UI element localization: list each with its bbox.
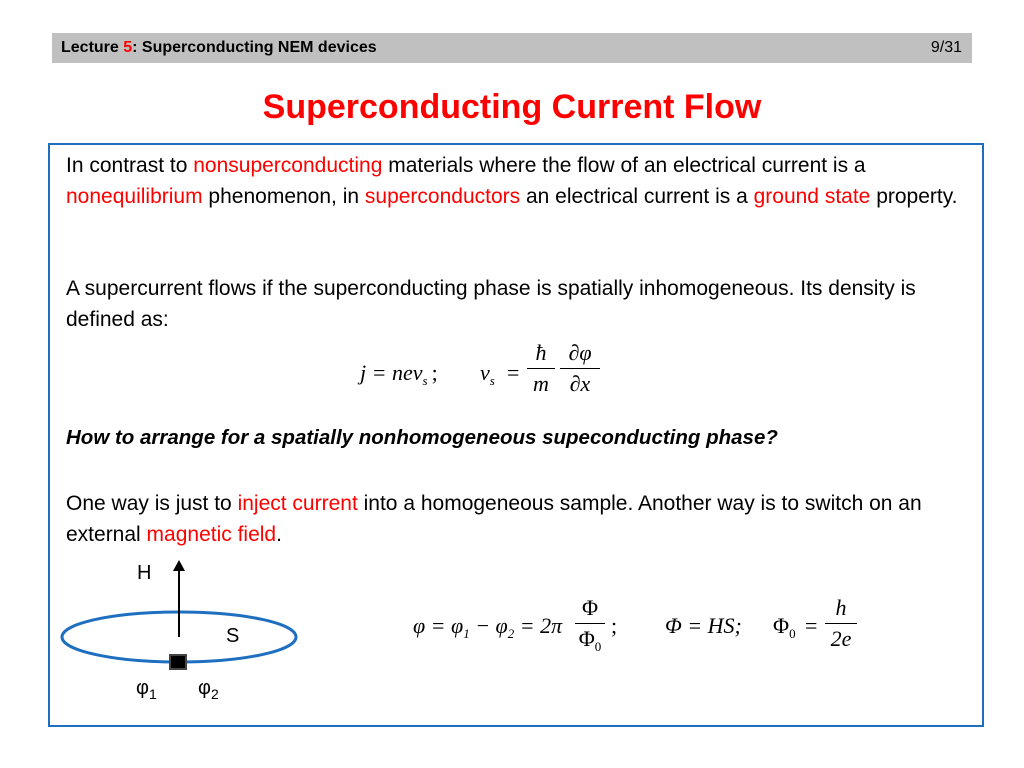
eq2-h-over-2e <box>825 595 857 652</box>
eq2-phi0-symbol: Φ <box>773 613 790 638</box>
ring-diagram <box>60 555 320 675</box>
eq1-separator: ; <box>431 360 438 385</box>
eq2-flux-quantum <box>575 626 605 655</box>
eq2-flux-den-sub: 0 <box>594 639 602 654</box>
eq2-equals: = <box>805 613 818 638</box>
eq2-sub1: 1 <box>463 626 470 641</box>
eq1-dphi: ∂φ <box>568 340 592 365</box>
highlight-magnetic-field: magnetic field <box>146 523 277 546</box>
para1-text-3: phenomenon, in <box>202 185 365 208</box>
eq2-flux: Φ <box>581 595 599 620</box>
fraction-bar <box>560 368 600 369</box>
eq1-lhs-text: j = nev <box>360 360 423 385</box>
eq1-lhs <box>360 360 438 389</box>
eq1-dx: ∂x <box>569 371 591 396</box>
header-bar <box>52 33 972 63</box>
highlight-superconductors: superconductors <box>364 185 521 208</box>
eq1-v-sub: s <box>489 373 495 388</box>
para1-text-5: property. <box>870 185 958 208</box>
phi1-symbol: φ <box>136 677 149 699</box>
eq2-flux-fraction <box>575 595 605 655</box>
fraction-bar <box>575 623 605 624</box>
phi2-symbol: φ <box>198 677 211 699</box>
page-counter: 9/31 <box>930 39 962 56</box>
eq2-sub2: 2 <box>507 626 515 641</box>
highlight-nonsuperconducting: nonsuperconducting <box>193 154 383 177</box>
highlight-inject-current: inject current <box>237 492 358 515</box>
eq2-h: h <box>835 595 847 620</box>
para1-text-1: In contrast to <box>66 154 194 177</box>
eq2-separator: ; <box>611 613 618 638</box>
para1-text-2: materials where the flow of an electrical current is a <box>382 154 866 177</box>
lecture-number: 5 <box>123 39 133 56</box>
paragraph-intro <box>66 150 966 212</box>
lecture-suffix: : Superconducting NEM devices <box>132 39 377 56</box>
eq1-fraction-derivative <box>560 340 600 397</box>
eq2-phi0-sub: 0 <box>789 626 796 641</box>
field-arrow-icon <box>173 560 185 571</box>
fraction-bar <box>825 623 857 624</box>
para3-text-1: One way is just to <box>66 492 238 515</box>
sample-label: S <box>226 625 240 647</box>
eq2-phi0 <box>773 613 796 642</box>
eq2-minus: − φ <box>469 613 508 638</box>
equation-current-density <box>355 340 615 410</box>
lecture-prefix: Lecture <box>61 39 124 56</box>
phi1-label <box>136 677 157 702</box>
para3-text-2: into a homogeneous sample. Another way is to switch on an external <box>66 492 922 546</box>
eq2-2pi: = 2π <box>514 613 563 638</box>
junction-icon <box>170 655 186 669</box>
highlight-ground-state: ground state <box>753 185 871 208</box>
para3-text-3: . <box>276 523 282 546</box>
eq2-2e: 2e <box>830 626 852 651</box>
fraction-bar <box>527 368 555 369</box>
phi2-sub: 2 <box>210 686 219 702</box>
eq2-flux-definition: Φ = HS; <box>665 613 742 638</box>
paragraph-methods <box>66 488 966 550</box>
eq2-phi-lhs: φ = φ <box>413 613 464 638</box>
eq1-v: v <box>480 360 490 385</box>
question-heading: How to arrange for a spatially nonhomogeneous supeconducting phase? <box>66 426 778 449</box>
phi2-label <box>198 677 219 702</box>
lecture-title <box>61 39 377 57</box>
eq1-hbar: ħ <box>535 340 547 365</box>
slide-title: Superconducting Current Flow <box>262 88 762 126</box>
phi1-sub: 1 <box>148 686 157 702</box>
equation-phase-flux <box>405 595 875 665</box>
eq1-m: m <box>533 371 549 396</box>
eq1-fraction-hbar-m <box>527 340 555 397</box>
eq2-flux-den: Φ <box>578 626 595 651</box>
highlight-nonequilibrium: nonequilibrium <box>66 185 203 208</box>
field-label: H <box>137 562 152 584</box>
eq1-velocity <box>480 360 495 389</box>
para1-text-4: an electrical current is a <box>520 185 754 208</box>
eq2-phase-difference <box>413 613 562 642</box>
eq1-lhs-sub: s <box>422 373 428 388</box>
eq1-equals: = <box>507 360 520 385</box>
paragraph-supercurrent: A supercurrent flows if the superconducting phase is spatially inhomogeneous. Its density is defined as: <box>66 277 916 331</box>
